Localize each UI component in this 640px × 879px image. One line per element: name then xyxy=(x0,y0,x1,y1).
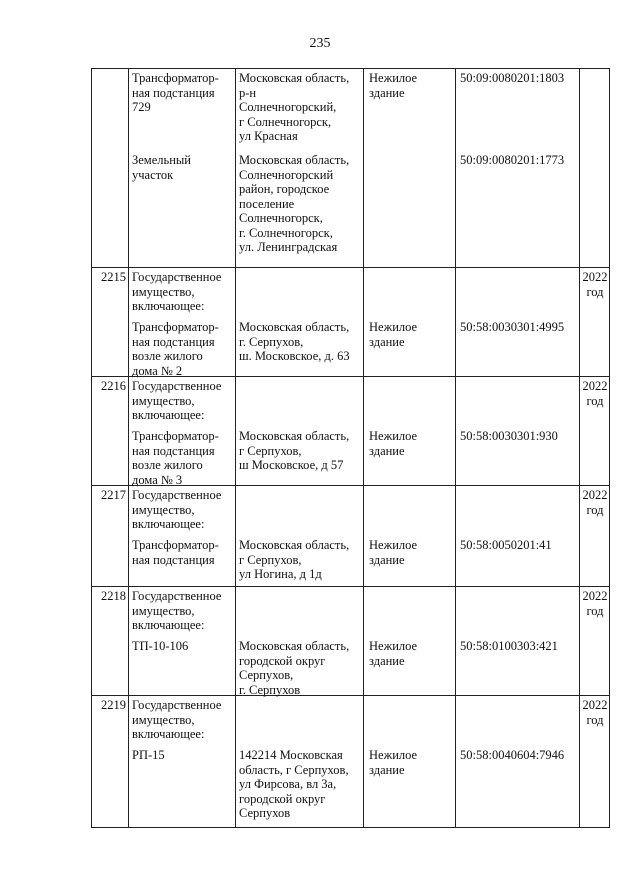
item-cadastral: 50:58:0100303:421 xyxy=(460,639,558,653)
item-name: Трансформатор- ная подстанция возле жилого дома № 2 xyxy=(132,320,219,378)
item-cadastral: 50:58:0030301:4995 xyxy=(460,320,565,334)
year-cell: 2022 год xyxy=(582,270,608,299)
item-cadastral: 50:09:0080201:1803 xyxy=(460,71,565,85)
item-cadastral: 50:58:0050201:41 xyxy=(460,538,552,552)
item-name: Земельный участок xyxy=(132,153,191,182)
item-type: Нежилое здание xyxy=(369,748,418,777)
group-label: Государственное имущество, включающее: xyxy=(132,589,222,632)
year-cell: 2022 год xyxy=(582,698,608,727)
row-divider xyxy=(92,267,609,268)
item-address: Московская область, г Серпухов, ул Ногина, д 1д xyxy=(239,538,350,581)
row-number: 2218 xyxy=(101,589,126,603)
item-cadastral: 50:09:0080201:1773 xyxy=(460,153,565,167)
item-address: Московская область, г Серпухов, ш Московское, д 57 xyxy=(239,429,350,472)
item-name: ТП-10-106 xyxy=(132,639,189,653)
column-divider xyxy=(235,69,236,827)
item-name: Трансформатор- ная подстанция 729 xyxy=(132,71,219,114)
group-label: Государственное имущество, включающее: xyxy=(132,379,222,422)
item-name: РП-15 xyxy=(132,748,165,762)
item-type: Нежилое здание xyxy=(369,639,418,668)
item-cadastral: 50:58:0040604:7946 xyxy=(460,748,565,762)
item-address: Московская область, городской округ Серпухов, г. Серпухов xyxy=(239,639,350,697)
property-table xyxy=(91,68,610,828)
item-address: Московская область, г. Серпухов, ш. Московское, д. 63 xyxy=(239,320,350,363)
item-name: Трансформатор- ная подстанция xyxy=(132,538,219,567)
item-name: Трансформатор- ная подстанция возле жилого дома № 3 xyxy=(132,429,219,487)
item-address: 142214 Московская область, г Серпухов, ул Фирсова, вл 3а, городской округ Серпухов xyxy=(239,748,349,820)
row-number: 2215 xyxy=(101,270,126,284)
item-address: Московская область, р-н Солнечногорский, г Солнечногорск, ул Красная xyxy=(239,71,350,143)
row-number: 2216 xyxy=(101,379,126,393)
row-number: 2217 xyxy=(101,488,126,502)
column-divider xyxy=(455,69,456,827)
year-cell: 2022 год xyxy=(582,589,608,618)
year-cell: 2022 год xyxy=(582,379,608,408)
row-number: 2219 xyxy=(101,698,126,712)
item-type: Нежилое здание xyxy=(369,71,418,100)
column-divider xyxy=(363,69,364,827)
item-cadastral: 50:58:0030301:930 xyxy=(460,429,558,443)
page-number: 235 xyxy=(309,36,331,51)
year-cell: 2022 год xyxy=(582,488,608,517)
column-divider xyxy=(128,69,129,827)
row-divider xyxy=(92,586,609,587)
group-label: Государственное имущество, включающее: xyxy=(132,270,222,313)
group-label: Государственное имущество, включающее: xyxy=(132,698,222,741)
item-type: Нежилое здание xyxy=(369,320,418,349)
row-divider xyxy=(92,695,609,696)
item-type: Нежилое здание xyxy=(369,429,418,458)
group-label: Государственное имущество, включающее: xyxy=(132,488,222,531)
item-type: Нежилое здание xyxy=(369,538,418,567)
item-address: Московская область, Солнечногорский район, городское поселение Солнечногорск, г. Солнечногорск, ул. Ленинградская xyxy=(239,153,350,254)
